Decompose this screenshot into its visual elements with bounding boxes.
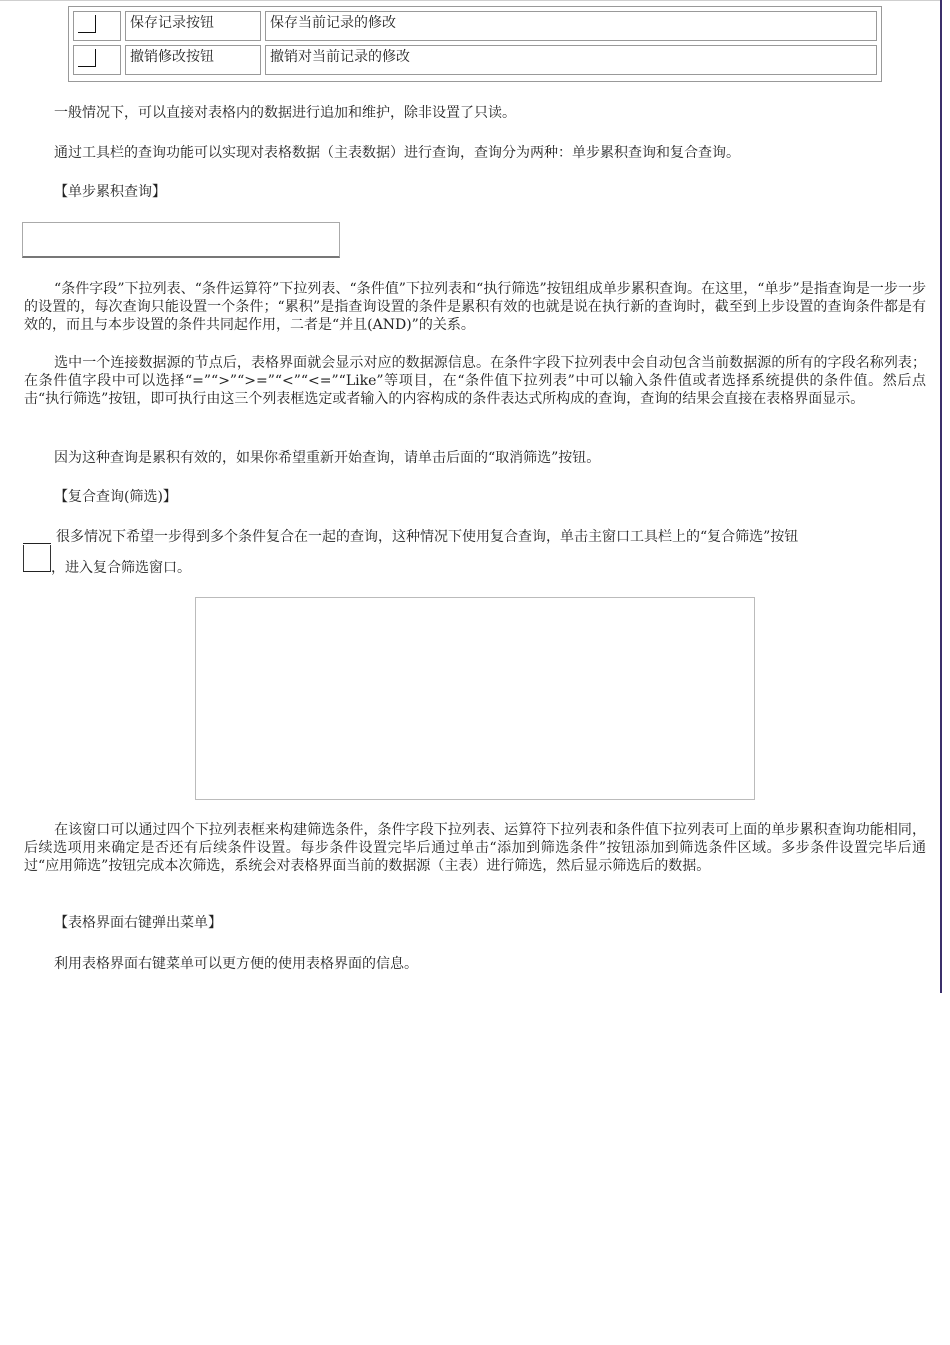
heading-text: 【复合查询(筛选)】	[54, 489, 177, 505]
table-cell-name: 保存记录按钮	[125, 11, 261, 41]
compound-filter-icon	[23, 545, 51, 572]
paragraph-text: 利用表格界面右键菜单可以更方便的使用表格界面的信息。	[54, 956, 418, 972]
paragraph-text: 因为这种查询是累积有效的，如果你希望重新开始查询，请单击后面的“取消筛选”按钮。	[54, 450, 601, 466]
compound-filter-icon-top	[23, 543, 51, 544]
paragraph	[24, 821, 926, 875]
top-divider	[0, 0, 940, 1]
single-step-query-toolbar-image	[22, 222, 340, 258]
section-heading	[24, 914, 926, 932]
table-cell-name: 撤销修改按钮	[125, 45, 261, 75]
section-heading	[24, 488, 926, 506]
compound-filter-window-image	[195, 597, 755, 800]
paragraph	[56, 528, 926, 546]
paragraph	[51, 559, 451, 577]
paragraph-text: 很多情况下希望一步得到多个条件复合在一起的查询，这种情况下使用复合查询，单击主窗口工具栏上的“复合筛选”按钮	[56, 529, 799, 545]
paragraph-text: ，进入复合筛选窗口。	[51, 560, 191, 576]
table-cell-icon	[73, 45, 121, 75]
paragraph-text: 选中一个连接数据源的节点后，表格界面就会显示对应的数据源信息。在条件字段下拉列表中会自动包含当前数据源的所有的字段名称列表；在条件值字段中可以选择“=”“>”“>=”“<”“<=”“Like”等项目，在“条件值下拉列表”中可以输入条件值或者选择系统提供的条件值。然后点击“执行筛选”按钮，即可执行由这三个列表框选定或者输入的内容构成的条件表达式所构成的查询，查询的结果会直接在表格界面显示。	[24, 355, 926, 407]
table-cell-desc: 保存当前记录的修改	[265, 11, 877, 41]
paragraph-text: “条件字段”下拉列表、“条件运算符”下拉列表、“条件值”下拉列表和“执行筛选”按钮组成单步累积查询。在这里，“单步”是指查询是一步一步的设置的，每次查询只能设置一个条件；“累积”是指查询设置的条件是累积有效的也就是说在执行新的查询时，截至到上步设置的查询条件都是有效的，而且与本步设置的条件共同起作用，二者是“并且(AND)”的关系。	[24, 281, 926, 333]
heading-text: 【单步累积查询】	[54, 184, 166, 200]
paragraph	[24, 280, 926, 334]
compound-filter-icon-bottom	[23, 571, 51, 572]
paragraph	[24, 449, 926, 467]
table-cell-desc: 撤销对当前记录的修改	[265, 45, 877, 75]
undo-changes-icon	[78, 49, 96, 67]
paragraph	[24, 144, 926, 162]
table-cell-icon	[73, 11, 121, 41]
table-row	[73, 11, 877, 41]
paragraph-text: 在该窗口可以通过四个下拉列表框来构建筛选条件，条件字段下拉列表、运算符下拉列表和条件值下拉列表可上面的单步累积查询功能相同，后续选项用来确定是否还有后续条件设置。每步条件设置完毕后通过单击“添加到筛选条件”按钮添加到筛选条件区域。多步条件设置完毕后通过“应用筛选”按钮完成本次筛选，系统会对表格界面当前的数据源（主表）进行筛选，然后显示筛选后的数据。	[24, 822, 926, 874]
paragraph	[24, 104, 926, 122]
toolbar-button-table	[68, 6, 882, 82]
paragraph-text: 一般情况下，可以直接对表格内的数据进行追加和维护，除非设置了只读。	[54, 105, 516, 121]
save-record-icon	[78, 15, 96, 33]
heading-text: 【表格界面右键弹出菜单】	[54, 915, 222, 931]
paragraph	[24, 955, 926, 973]
paragraph-text: 通过工具栏的查询功能可以实现对表格数据（主表数据）进行查询，查询分为两种：单步累积查询和复合查询。	[54, 145, 740, 161]
paragraph	[24, 354, 926, 408]
section-heading	[24, 183, 926, 201]
table-row	[73, 45, 877, 75]
